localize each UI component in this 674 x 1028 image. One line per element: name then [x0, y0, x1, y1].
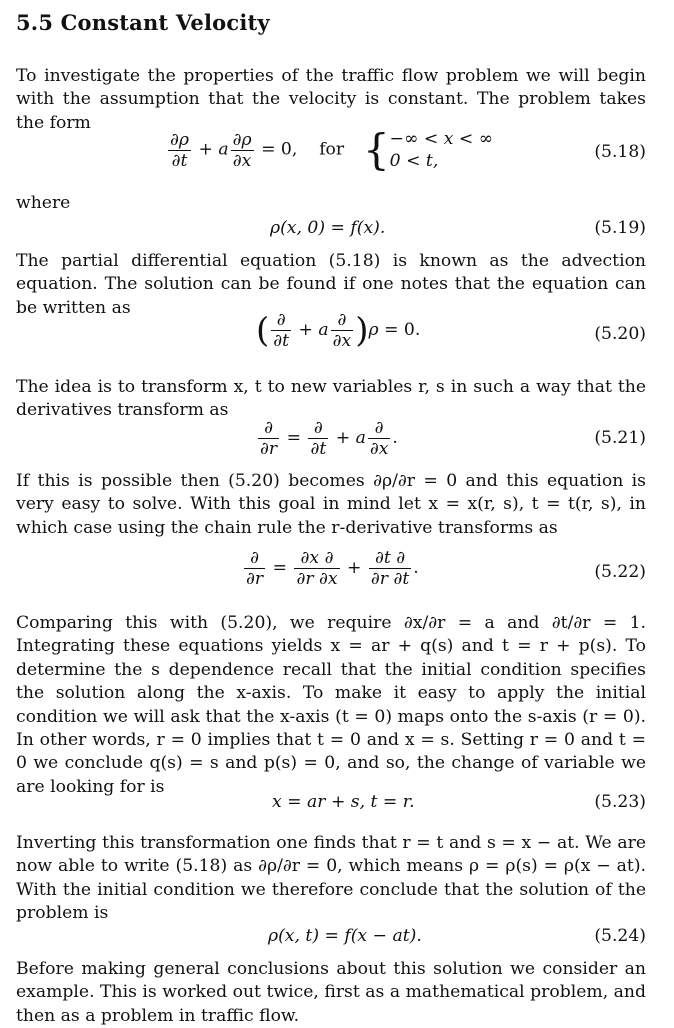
equation-5-23: [16, 790, 648, 816]
equation-number-5-19: (5.19): [594, 218, 646, 238]
for-word: for: [319, 139, 345, 160]
equation-5-18: [16, 125, 648, 180]
case-line-1: −∞ < x < ∞: [389, 129, 494, 149]
equation-number-5-24: (5.24): [594, 926, 646, 946]
equation-number-5-18: (5.18): [594, 142, 646, 162]
paragraph-transform-idea: The idea is to transform x, t to new variables r, s in such a way that the derivatives transform as: [16, 377, 646, 421]
equation-number-5-20: (5.20): [594, 324, 646, 344]
equation-5-22: [16, 548, 648, 598]
equation-5-23-body: x = ar + s, t = r.: [272, 792, 415, 812]
equation-5-18-body: $\frac{\partial\rho}{\partial t}$ + a $\frac{\partial\rho}{\partial x}$ = 0, for { −∞ < x < ∞ 0 < t,: [170, 125, 494, 174]
paragraph-comparing: Comparing this with (5.20), we require ∂x/∂r = a and ∂t/∂r = 1. Integrating these equations yields x = ar + q(s) and t = r + p(s). To determine the s dependence recall that the initial condition specifies the solution along the x-axis. To make it easy to apply the initial condition we will ask that the x-axis (t = 0) maps onto the s-axis (r = 0). In other words, r = 0 implies that t = 0 and x = s. Setting r = 0 and t = 0 we conclude q(s) = s and p(s) = 0, and so, the change of variable we are looking for is: [16, 613, 646, 797]
equation-5-24-body: ρ(x, t) = f(x − at).: [268, 926, 422, 946]
equation-5-24: [16, 924, 648, 950]
equation-5-19-body: ρ(x, 0) = f(x).: [270, 218, 386, 238]
paragraph-example: Before making general conclusions about this solution we consider an example. This is worked out twice, first as a mathematical problem, and then as a problem in traffic flow.: [16, 959, 646, 1026]
paragraph-chain-rule: If this is possible then (5.20) becomes ∂ρ/∂r = 0 and this equation is very easy to solve. With this goal in mind let x = x(r, s), t = t(r, s), in which case using the chain rule the r-derivative transforms as: [16, 471, 646, 538]
paragraph-intro: To investigate the properties of the traffic flow problem we will begin with the assumption that the velocity is constant. The problem takes the form: [16, 66, 646, 133]
equation-number-5-23: (5.23): [594, 792, 646, 812]
equation-5-21: [16, 418, 648, 466]
case-line-2: 0 < t,: [389, 151, 439, 171]
equation-5-19: [16, 216, 648, 242]
equation-5-20: [16, 310, 648, 360]
equation-5-20-body: ( $\frac{\partial}{\partial t}$ + a $\frac{\partial}{\partial x}$ )ρ = 0.: [256, 310, 421, 351]
paragraph-advection: The partial differential equation (5.18) is known as the advection equation. The solution can be found if one notes that the equation can be written as: [16, 251, 646, 318]
equation-5-22-body: $\frac{\partial}{\partial r}$ = $\frac{\partial x \partial}{\partial r \partial x}$ + $\frac{\partial t \partial}{\partial r \partial t}$ .: [246, 548, 419, 589]
equation-number-5-21: (5.21): [594, 428, 646, 448]
equation-number-5-22: (5.22): [594, 562, 646, 582]
paragraph-where: where: [16, 193, 71, 213]
equation-5-21-body: $\frac{\partial}{\partial r}$ = $\frac{\partial}{\partial t}$ + a $\frac{\partial}{\partial x}$ .: [260, 418, 398, 459]
paragraph-inverting: Inverting this transformation one finds that r = t and s = x − at. We are now able to write (5.18) as ∂ρ/∂r = 0, which means ρ = ρ(s) = ρ(x − at). With the initial condition we therefore conclude that the solution of the problem is: [16, 833, 646, 924]
section-heading: 5.5 Constant Velocity: [16, 10, 270, 35]
